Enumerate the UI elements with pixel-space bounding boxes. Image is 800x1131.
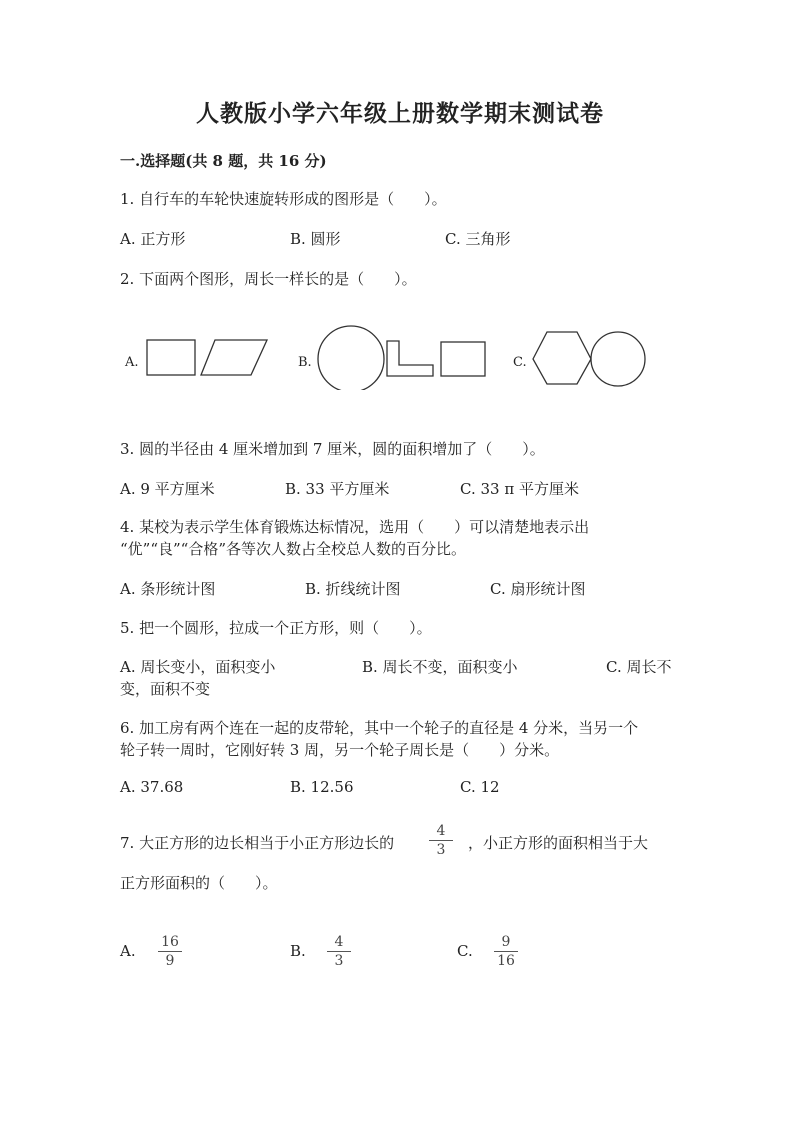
fraction-denominator: 3 <box>436 842 446 858</box>
question-1-option-c[interactable]: C. 三角形 <box>445 230 511 248</box>
figure-label-c[interactable]: C. <box>513 355 527 370</box>
question-6-text-line1: 6. 加工房有两个连在一起的皮带轮，其中一个轮子的直径是 4 分米，当另一个 <box>120 719 639 737</box>
question-6-option-c[interactable]: C. 12 <box>460 778 500 796</box>
question-7-option-a-fraction <box>158 935 182 968</box>
question-7-text-part2: ，小正方形的面积相当于大 <box>468 834 649 852</box>
parallelogram-shape <box>201 340 267 375</box>
fraction-numerator: 9 <box>501 934 511 950</box>
question-6-option-b[interactable]: B. 12.56 <box>290 778 354 796</box>
rectangle-shape <box>441 342 485 376</box>
fraction-bar <box>327 951 351 952</box>
question-7-option-c[interactable]: C. <box>457 942 473 960</box>
question-5-option-c[interactable]: C. 周长不 <box>606 658 672 676</box>
question-7-option-a[interactable]: A. <box>120 942 136 960</box>
question-2-text: 2. 下面两个图形，周长一样长的是（ ）。 <box>120 270 417 288</box>
question-6-option-a[interactable]: A. 37.68 <box>120 778 184 796</box>
question-4-text-line2: “优”“良”“合格”各等次人数占全校总人数的百分比。 <box>120 540 467 558</box>
question-7-text-line2: 正方形面积的（ ）。 <box>120 874 278 892</box>
question-7-option-b-fraction <box>327 935 351 968</box>
question-3-text: 3. 圆的半径由 4 厘米增加到 7 厘米，圆的面积增加了（ ）。 <box>120 440 545 458</box>
fraction-bar <box>429 840 453 841</box>
hexagon-shape <box>533 332 591 384</box>
question-4-option-b[interactable]: B. 折线统计图 <box>305 580 401 598</box>
fraction-denominator: 9 <box>165 953 175 969</box>
square-shape <box>147 340 195 375</box>
circle-shape-small <box>591 332 645 386</box>
section-heading: 一.选择题(共 8 题，共 16 分) <box>120 152 327 170</box>
question-5-option-c-wrap: 变，面积不变 <box>120 680 211 698</box>
fraction-numerator: 4 <box>436 823 446 839</box>
question-1-option-a[interactable]: A. 正方形 <box>120 230 186 248</box>
question-5-text: 5. 把一个圆形，拉成一个正方形，则（ ）。 <box>120 619 432 637</box>
question-6-text-line2: 轮子转一周时，它刚好转 3 周，另一个轮子周长是（ ）分米。 <box>120 741 560 759</box>
question-7-option-b[interactable]: B. <box>290 942 306 960</box>
page-title: 人教版小学六年级上册数学期末测试卷 <box>196 100 604 127</box>
fraction-numerator: 4 <box>334 934 344 950</box>
question-1-text: 1. 自行车的车轮快速旋转形成的图形是（ ）。 <box>120 190 447 208</box>
fraction-denominator: 3 <box>334 953 344 969</box>
fraction-bar <box>158 951 182 952</box>
question-5-option-a[interactable]: A. 周长变小，面积变小 <box>120 658 276 676</box>
question-7-text-part1: 7. 大正方形的边长相当于小正方形边长的 <box>120 834 395 852</box>
question-7-fraction <box>429 824 453 857</box>
fraction-numerator: 16 <box>161 934 179 950</box>
question-3-option-b[interactable]: B. 33 平方厘米 <box>285 480 390 498</box>
question-4-option-c[interactable]: C. 扇形统计图 <box>490 580 586 598</box>
question-5-option-b[interactable]: B. 周长不变，面积变小 <box>362 658 518 676</box>
figure-label-a[interactable]: A. <box>125 355 139 370</box>
question-4-text-line1: 4. 某校为表示学生体育锻炼达标情况，选用（ ）可以清楚地表示出 <box>120 518 590 536</box>
question-3-option-a[interactable]: A. 9 平方厘米 <box>120 480 215 498</box>
fraction-bar <box>494 951 518 952</box>
question-2-figures <box>115 318 655 390</box>
question-4-option-a[interactable]: A. 条形统计图 <box>120 580 216 598</box>
circle-shape <box>318 326 384 390</box>
question-3-option-c[interactable]: C. 33 π 平方厘米 <box>460 480 579 498</box>
question-7-option-c-fraction <box>494 935 518 968</box>
question-1-option-b[interactable]: B. 圆形 <box>290 230 341 248</box>
l-shape <box>387 341 433 376</box>
fraction-denominator: 16 <box>497 953 515 969</box>
figure-label-b[interactable]: B. <box>298 355 312 370</box>
